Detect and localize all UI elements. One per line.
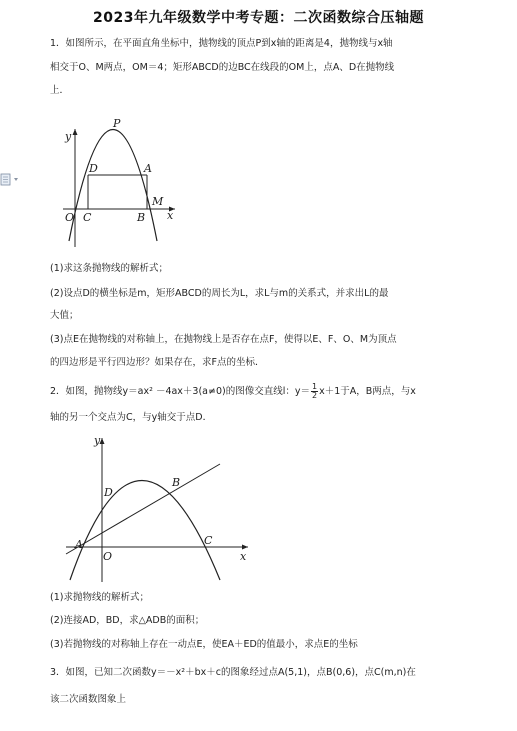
- q3-line-1: 3．如图，已知二次函数y＝－x²＋bx＋c的图象经过点A(5,1)，点B(0,6)，点C(m,n)在: [50, 667, 416, 678]
- q2-line-1b: x＋1于A，B两点，与x: [319, 386, 416, 397]
- q2-frac-num: 1: [311, 382, 318, 391]
- q1-label-O: O: [65, 211, 75, 224]
- q1-figure: [55, 115, 185, 250]
- q1-label-P: P: [113, 117, 121, 130]
- q1-part-2a: (2)设点D的横坐标是m，矩形ABCD的周长为L，求L与m的关系式，并求出L的最: [50, 288, 389, 299]
- q1-line-2: 相交于O、M两点，OM＝4；矩形ABCD的边BC在线段的OM上，点A、D在抛物线: [50, 62, 395, 73]
- q1-label-C: C: [83, 211, 92, 224]
- q2-part-3: (3)若抛物线的对称轴上存在一动点E，使EA＋ED的值最小，求点E的坐标: [50, 639, 358, 650]
- q2-label-O: O: [103, 550, 113, 563]
- q2-part-2: (2)连接AD，BD，求△ADB的面积；: [50, 615, 205, 626]
- q2-label-x: x: [240, 550, 247, 563]
- q2-fraction: [311, 383, 318, 400]
- q2-label-B: B: [172, 476, 181, 489]
- q1-label-M: M: [152, 195, 164, 208]
- q2-label-A: A: [75, 538, 83, 551]
- q1-part-2b: 大值；: [50, 310, 79, 321]
- q1-line-3: 上．: [50, 85, 70, 96]
- q1-label-y: y: [65, 130, 72, 143]
- q2-label-y: y: [94, 434, 101, 447]
- q1-part-3b: 的四边形是平行四边形？如果存在，求F点的坐标．: [50, 357, 265, 368]
- page-title: 2023年九年级数学中考专题：二次函数综合压轴题: [93, 10, 424, 26]
- q1-label-D: D: [89, 162, 98, 175]
- q2-line-1: [50, 383, 416, 400]
- q2-line-1a: 2．如图，抛物线y＝ax² －4ax＋3(a≠0)的图像交直线l：y＝: [50, 386, 310, 397]
- q1-line-1: 1．如图所示，在平面直角坐标中，抛物线的顶点P到x轴的距离是4，抛物线与x轴: [50, 38, 393, 49]
- q1-label-x: x: [167, 209, 174, 222]
- q2-frac-den: 2: [311, 391, 318, 400]
- q1-label-A: A: [144, 162, 152, 175]
- q3-line-2: 该二次函数图象上: [50, 694, 127, 705]
- q2-label-D: D: [104, 486, 113, 499]
- q2-label-C: C: [204, 534, 213, 547]
- q2-figure: [58, 432, 253, 584]
- q2-line-2: 轴的另一个交点为C，与y轴交于点D．: [50, 412, 213, 423]
- q1-part-3a: (3)点E在抛物线的对称轴上，在抛物线上是否存在点F，使得以E、F、O、M为顶点: [50, 334, 397, 345]
- q2-part-1: (1)求抛物线的解析式；: [50, 592, 149, 603]
- q1-part-1: (1)求这条抛物线的解析式；: [50, 263, 168, 274]
- document-icon[interactable]: [0, 172, 22, 188]
- q1-label-B: B: [137, 211, 146, 224]
